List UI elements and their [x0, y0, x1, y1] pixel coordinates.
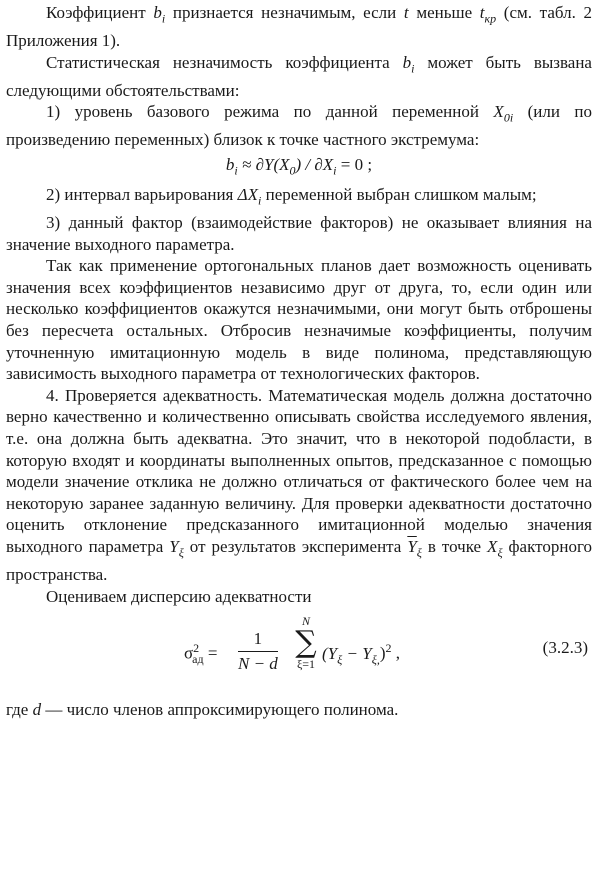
var-x0i: $X_{0i}$ [493, 102, 514, 125]
text: Коэффициент [46, 3, 154, 22]
var-delta-x: $\Delta X_i$ [237, 185, 262, 208]
text: 4. Проверяется адекватность. Математическая модель должна достаточно верно качественно и количественно описывать свойства исследуемого явления, т.е. она должна быть адекватна. Это значит, что в некоторой подобласти, в которую входят и координаты выполненных опытов, предсказанное с помощью модели значение отклика не должно отличаться от фактического более чем на некоторую заранее заданную величину. Для проверки адекватности достаточно оценить отклонение предсказанного имитационной моделью значения выходного параметра [6, 385, 592, 557]
var-b: $b_i$ [153, 3, 166, 26]
paragraph-where-d [6, 699, 592, 721]
list-item-2 [6, 184, 592, 212]
paragraph-significance [6, 2, 592, 52]
text: Статистическая незначимость коэффициента [46, 52, 403, 72]
var-b: $b_i$ [402, 52, 415, 75]
list-item-1 [6, 101, 592, 151]
var-d: d [32, 700, 42, 720]
text: (см. табл. 2 Приложения 1). [6, 3, 592, 50]
var-y-experimental: $\overline{Y}_\xi$ [407, 537, 422, 560]
var-tkr: $t_{кр}$ [479, 3, 497, 26]
text: меньше [408, 3, 480, 22]
text: переменной выбран слишком малым; [261, 185, 537, 205]
formula-extremum: $b_i \approx \partial Y(X_0) / \partial X_i = 0$ ; [225, 154, 373, 178]
text: факторного пространства. [6, 537, 592, 584]
text: (или по произведению переменных) близок к точке частного экстремума: [6, 102, 593, 150]
paragraph-variance-intro: Оцениваем дисперсию адекватности [46, 586, 312, 606]
list-item-3: 3) данный фактор (взаимодействие факторов) не оказывает влияния на значение выходного параметра. [6, 213, 592, 254]
formula-body: $(Y_\xi - Y_{\xi,})^2$ , [322, 641, 401, 667]
paragraph-reasons-intro [6, 52, 592, 102]
text: в точке [421, 537, 488, 557]
equation-number: (3.2.3) [542, 638, 588, 658]
text: признается незначимым, если [165, 3, 404, 22]
var-y-predicted: $Y_\xi$ [169, 537, 184, 560]
paragraph-orthogonal-plans: Так как применение ортогональных планов дает возможность оценивать значения всех коэффициентов независимо друг от друга, то, если один или несколько коэффициентов окажутся незначимыми, они могут быть отброшены без пересчета остальных. Отбросив незначимые коэффициенты, получим уточненную имитационную модель в виде полинома, представляющую зависимость выходного параметра от технологических факторов. [6, 256, 592, 384]
var-x-point: $X_\xi$ [487, 537, 503, 560]
text: 2) интервал варьирования [46, 185, 238, 205]
formula-sum: N ∑ ξ=1 [295, 614, 317, 672]
document-page [6, 2, 592, 721]
text: 1) уровень базового режима по данной переменной [46, 102, 494, 122]
var-t: t [403, 3, 409, 22]
text: где [6, 700, 33, 720]
text: может быть вызвана следующими обстоятельствами: [6, 52, 592, 100]
text: от результатов эксперимента [183, 537, 408, 557]
formula-fraction: $\frac{1}{N - d}$ [238, 629, 278, 673]
formula-adequacy-variance [6, 611, 592, 697]
paragraph-adequacy [6, 385, 592, 586]
formula-lhs: $\sigma^2_{ад}$ = [184, 641, 218, 667]
text: — число членов аппроксимирующего полинома. [41, 700, 399, 720]
